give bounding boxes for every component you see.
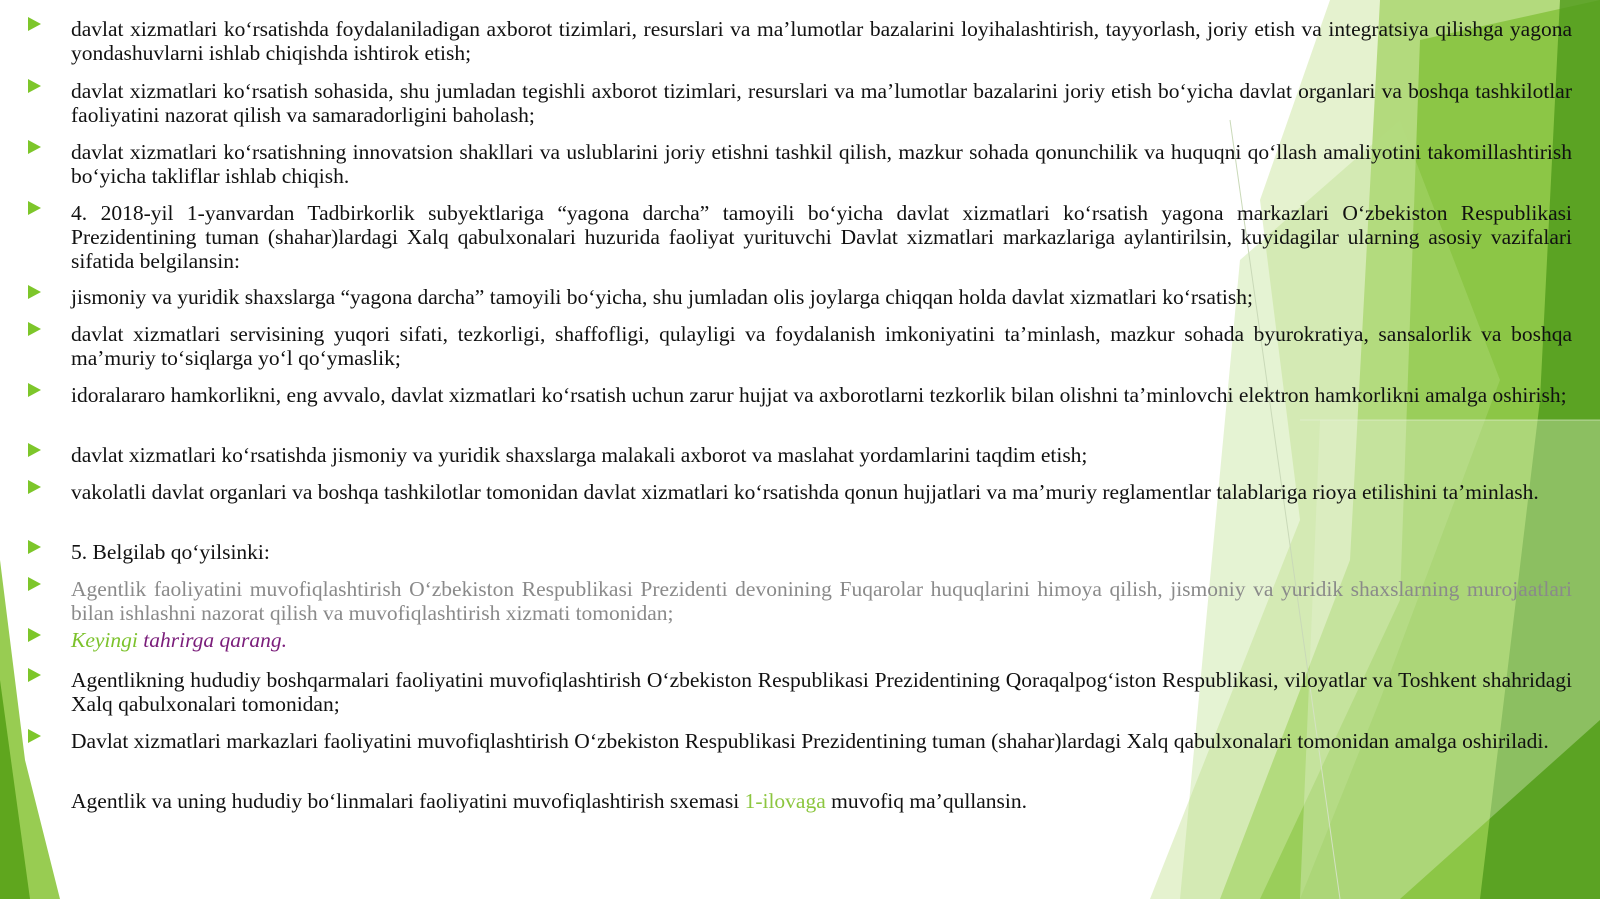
triangle-bullet-icon (28, 729, 41, 743)
list-item-text: vakolatli davlat organlari va boshqa tashkilotlar tomonidan davlat xizmatlari ko‘rsatishda qonun hujjatlari va ma’muriy reglamentlar talablariga rioya etilishini ta’minlash. (71, 480, 1539, 504)
list-item-text: davlat xizmatlari ko‘rsatishning innovatsion shakllari va uslublarini joriy etishni tashkil qilish, mazkur sohada qonunchilik va huquqni qo‘llash amaliyotini takomillashtirish bo‘yicha takliflar ishlab chiqish. (71, 140, 1572, 188)
list-item-text: Agentlik faoliyatini muvofiqlashtirish O‘zbekiston Respublikasi Prezidenti devonining Fuqarolar huquqlarini himoya qilish, jismoniy va yuridik shaxslarning murojaatlari bilan ishlashni nazorat qilish va muvofiqlashtirish xizmati tomonidan; (71, 577, 1572, 625)
triangle-bullet-icon (28, 668, 41, 682)
list-item-text (71, 789, 1572, 813)
triangle-bullet-icon (28, 79, 41, 93)
triangle-bullet-icon (28, 540, 41, 554)
schema-text-before: Agentlik va uning hududiy bo‘linmalari faoliyatini muvofiqlashtirish sxemasi (71, 789, 740, 813)
edit-link-part1[interactable]: Keyingi (71, 628, 138, 652)
schema-text-after: muvofiq ma’qullansin. (831, 789, 1028, 813)
triangle-bullet-icon (28, 480, 41, 494)
triangle-bullet-icon (28, 383, 41, 397)
list-item-text: Davlat xizmatlari markazlari faoliyatini muvofiqlashtirish O‘zbekiston Respublikasi Prezidentining tuman (shahar)lardagi Xalq qabulxonalari tomonidan amalga oshiriladi. (71, 729, 1549, 753)
annex-link[interactable]: 1-ilovaga (744, 789, 826, 813)
list-item-text: davlat xizmatlari ko‘rsatishda foydalaniladigan axborot tizimlari, resurslari va ma’lumotlar bazalarini loyihalashtirish, tayyorlash, joriy etish va integratsiya qilishga yagona yondashuvlarni ishlab chiqishda ishtirok etish; (71, 17, 1572, 65)
list-item-text: davlat xizmatlari ko‘rsatishda jismoniy va yuridik shaxslarga malakali axborot va maslahat yordamlarini taqdim etish; (71, 443, 1088, 467)
triangle-bullet-icon (28, 322, 41, 336)
triangle-bullet-icon (28, 577, 41, 591)
list-item-text: idoralararo hamkorlikni, eng avvalo, davlat xizmatlari ko‘rsatish uchun zarur hujjat va axborotlarni tezkorlik bilan olishni ta’minlovchi elektron hamkorlikni amalga oshirish; (71, 383, 1567, 407)
triangle-bullet-icon (28, 140, 41, 154)
list-item-text: davlat xizmatlari ko‘rsatish sohasida, shu jumladan tegishli axborot tizimlari, resurslari va ma’lumotlar bazalarini joriy etish bo‘yicha davlat organlari va boshqa tashkilotlar faoliyatini nazorat qilish va samaradorligini baholash; (71, 79, 1572, 127)
edit-reference-link[interactable] (71, 628, 1572, 652)
list-item-text: 5. Belgilab qo‘yilsinki: (71, 540, 270, 564)
list-item-text: Agentlikning hududiy boshqarmalari faoliyatini muvofiqlashtirish O‘zbekiston Respublikasi Prezidentining Qoraqalpog‘iston Respublikasi, viloyatlar va Toshkent shahridagi Xalq qabulxonalari tomonidan; (71, 668, 1572, 716)
triangle-bullet-icon (28, 285, 41, 299)
list-item-text: jismoniy va yuridik shaxslarga “yagona darcha” tamoyili bo‘yicha, shu jumladan olis joylarga chiqqan holda davlat xizmatlari ko‘rsatish; (71, 285, 1253, 309)
triangle-bullet-icon (28, 628, 41, 642)
list-item-text: davlat xizmatlari servisining yuqori sifati, tezkorligi, shaffofligi, qulayligi va foydalanish imkoniyatini ta’minlash, mazkur sohada byurokratiya, sansalorlik va boshqa ma’muriy to‘siqlarga yo‘l qo‘ymaslik; (71, 322, 1572, 370)
triangle-bullet-icon (28, 201, 41, 215)
edit-link-part2[interactable]: tahrirga qarang. (143, 628, 287, 652)
triangle-bullet-icon (28, 17, 41, 31)
triangle-bullet-icon (28, 443, 41, 457)
list-item-text: 4. 2018-yil 1-yanvardan Tadbirkorlik subyektlariga “yagona darcha” tamoyili bo‘yicha davlat xizmatlari ko‘rsatish yagona markazlari O‘zbekiston Respublikasi Prezidentining tuman (shahar)lardagi Xalq qabulxonalari huzurida faoliyat yurituvchi Davlat xizmatlari markazlariga aylantirilsin, kuyidagilar ularning asosiy vazifalari sifatida belgilansin: (71, 201, 1572, 273)
